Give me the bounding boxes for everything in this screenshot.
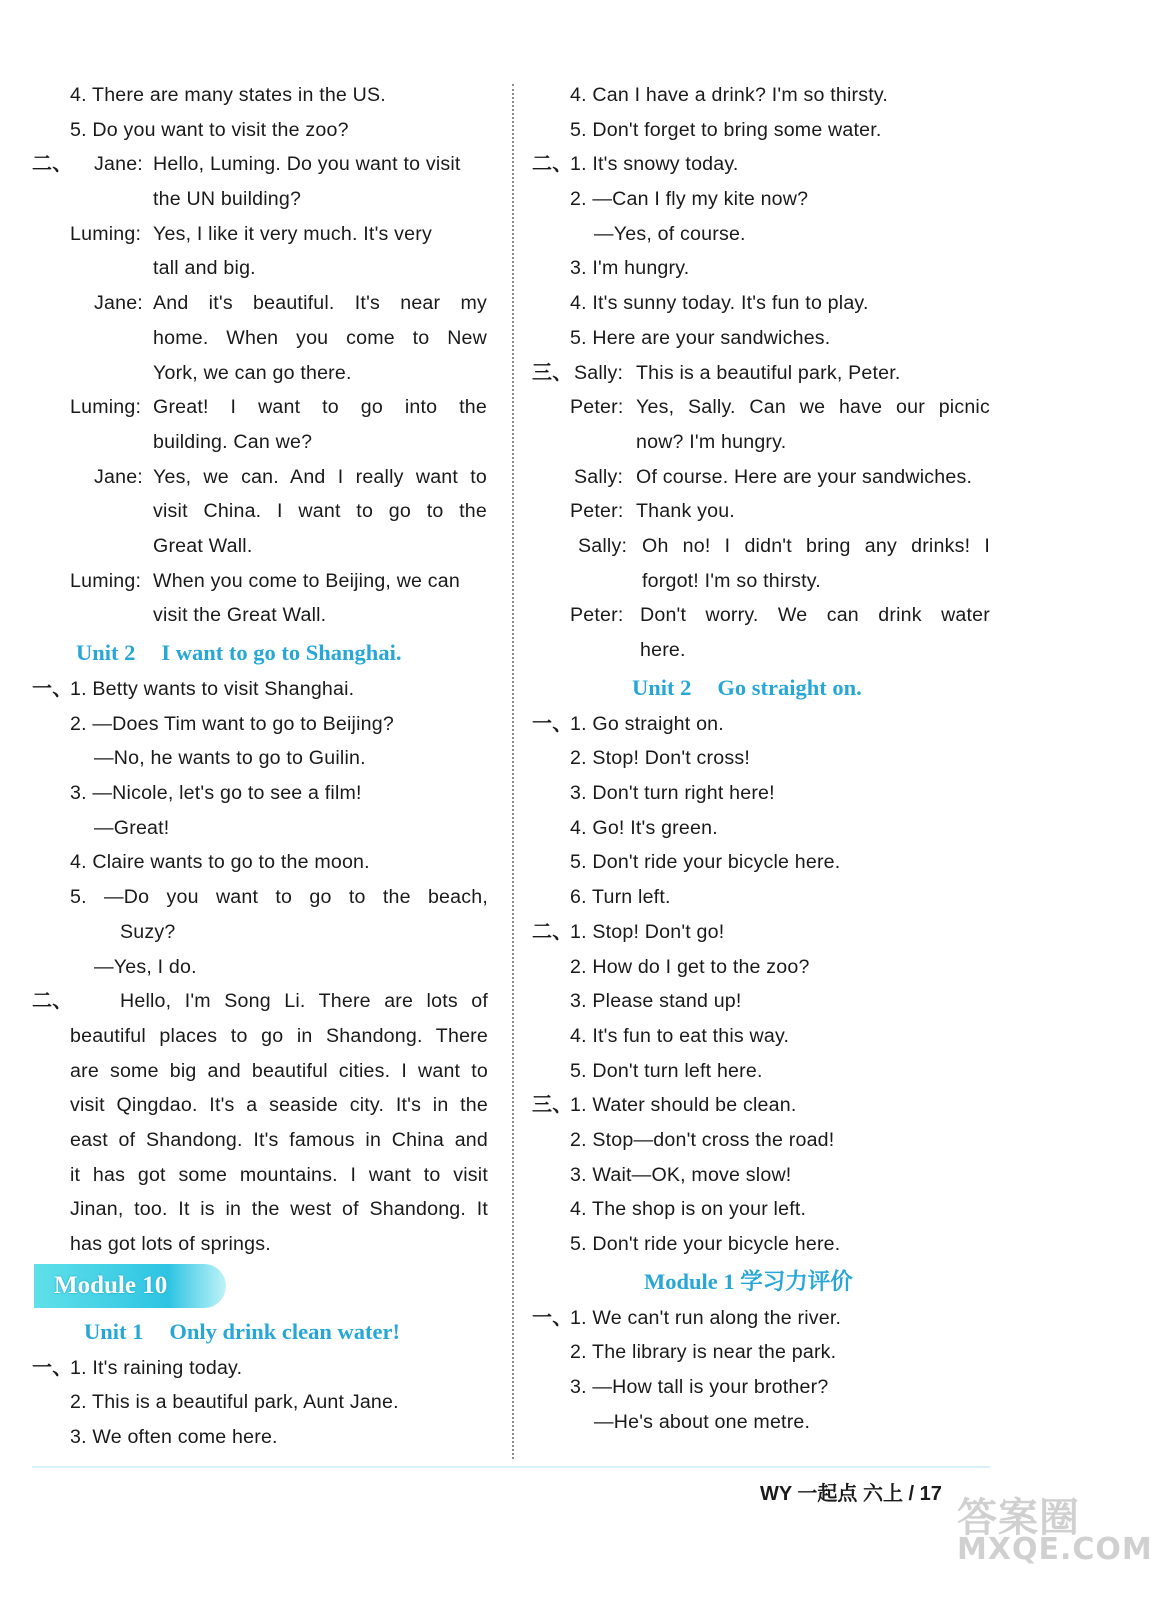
answer-line: Jane: Yes, we can. And I really want to [32,460,492,495]
speaker-label: Peter: [570,500,624,523]
section-marker: 二、 [532,153,573,176]
answer-line: 3. Please stand up! [570,990,742,1013]
speaker-label: Sally: [574,361,624,384]
answer-line: Luming: Great! I want to go into the [32,390,492,425]
speaker-label: Jane: [94,292,143,315]
answer-line: 3. Don't turn right here! [570,782,775,805]
answer-line: 二、 1. It's snowy today. [532,147,1002,182]
section-marker: 二、 [32,990,73,1013]
answer-line: the UN building? [153,188,302,211]
passage-line: are some big and beautiful cities. I want to [70,1059,488,1082]
answer-line: Sally: Oh no! I didn't bring any drinks! I [532,529,1002,564]
answer-line: 5. Do you want to visit the zoo? [70,118,349,141]
section-marker: 二、 [32,153,73,176]
answer-line: 2. How do I get to the zoo? [570,955,810,978]
answer-line: —Great! [94,816,170,839]
answer-line: visit the Great Wall. [153,604,327,627]
answer-line: 2. Stop—don't cross the road! [570,1128,835,1151]
passage-line: visit Qingdao. It's a seaside city. It's in the [70,1094,488,1117]
answer-line: 5. Don't ride your bicycle here. [570,851,841,874]
answer-line: Peter: Don't worry. We can drink water [532,598,1002,633]
answer-line: here. [640,639,686,661]
speaker-label: Jane: [94,153,143,176]
answer-line: 4. It's fun to eat this way. [570,1024,790,1047]
answer-line: 4. It's sunny today. It's fun to play. [570,292,869,315]
answer-line: 二、 1. Stop! Don't go! [532,915,1002,950]
speaker-label: Sally: [578,534,628,557]
unit-heading: Unit 2 I want to go to Shanghai. [76,640,402,665]
answer-line: Luming: When you come to Beijing, we can [32,564,492,599]
answer-line: 三、 1. Water should be clean. [532,1088,1002,1123]
answer-line: 3. —How tall is your brother? [570,1376,829,1399]
passage-line: Jinan, too. It is in the west of Shandong. It [70,1198,488,1221]
answer-line: —Yes, I do. [94,955,197,978]
answer-line: 4. There are many states in the US. [70,84,386,106]
left-column [32,78,492,1455]
section-marker: 一、 [532,712,573,735]
unit-heading: Unit 1 Only drink clean water! [84,1318,401,1344]
module-badge: Module 10 [34,1264,226,1308]
answer-line: 3. I'm hungry. [570,257,690,280]
answer-line: now? I'm hungry. [636,430,787,453]
section-marker: 三、 [532,1094,573,1117]
answer-line: visit China. I want to go to the [153,500,487,523]
speaker-label: Luming: [70,222,142,245]
unit-heading: Unit 2 Go straight on. [632,674,862,700]
answer-line: 4. The shop is on your left. [570,1198,807,1221]
answer-line: 2. Stop! Don't cross! [570,747,751,770]
watermark: 答案圈 MXQE.COM [957,1495,1153,1567]
answer-line: 二、 Jane: Hello, Luming. Do you want to visit [32,147,492,182]
section-marker: 一、 [32,1356,73,1379]
answer-line: 一、 1. Betty wants to visit Shanghai. [32,672,492,707]
page-footer: WY 一起点 六上 / 17 [760,1483,942,1505]
speaker-label: Sally: [574,465,624,488]
section-marker: 二、 [532,920,573,943]
answer-line: 2. This is a beautiful park, Aunt Jane. [70,1391,399,1414]
answer-line: building. Can we? [153,430,313,453]
answer-line: 3. Wait—OK, move slow! [570,1163,792,1186]
answer-line: Luming: Yes, I like it very much. It's very [32,217,492,252]
answer-line: 一、 1. It's raining today. [32,1351,492,1386]
answer-line: Suzy? [120,920,176,943]
speaker-label: Peter: [570,396,624,419]
speaker-label: Jane: [94,465,143,488]
section-marker: 一、 [532,1306,573,1329]
answer-line: Peter: Yes, Sally. Can we have our picnic [532,390,1002,425]
answer-line: —He's about one metre. [594,1410,811,1433]
answer-line: forgot! I'm so thirsty. [642,569,821,592]
speaker-label: Luming: [70,396,142,419]
answer-line: tall and big. [153,257,256,280]
right-column [532,78,1002,1439]
passage-line: has got lots of springs. [70,1233,271,1255]
column-divider [512,84,514,1459]
answer-line: —No, he wants to go to Guilin. [94,747,366,770]
answer-line: 4. Can I have a drink? I'm so thirsty. [570,84,889,106]
answer-line: 2. —Can I fly my kite now? [570,188,809,211]
passage-line: beautiful places to go in Shandong. There [70,1024,488,1047]
answer-line: 一、 1. We can't run along the river. [532,1301,1002,1336]
answer-line: 5. Don't forget to bring some water. [570,118,882,141]
answer-line: home. When you come to New [153,326,487,349]
section-marker: 一、 [32,678,73,700]
answer-line: Jane: And it's beautiful. It's near my [32,286,492,321]
passage-line: it has got some mountains. I want to visit [70,1163,488,1186]
footer-rule [32,1466,990,1468]
answer-line: 三、 Sally: This is a beautiful park, Peter. [532,356,1002,391]
answer-line: 3. We often come here. [70,1426,278,1449]
answer-line: 2. —Does Tim want to go to Beijing? [70,712,394,735]
answer-line: 3. —Nicole, let's go to see a film! [70,782,362,805]
section-marker: 三、 [532,361,573,384]
answer-line: Peter: Thank you. [532,494,1002,529]
answer-line: 4. Go! It's green. [570,816,718,839]
speaker-label: Luming: [70,569,142,592]
answer-line: Great Wall. [153,534,253,557]
answer-line: York, we can go there. [153,361,352,384]
answer-line: Sally: Of course. Here are your sandwiches. [532,460,1002,495]
answer-line: 5. Here are your sandwiches. [570,326,831,349]
answer-line: 5. Don't turn left here. [570,1059,763,1082]
answer-line: 4. Claire wants to go to the moon. [70,851,370,874]
answer-line: 5. Don't ride your bicycle here. [570,1233,841,1255]
speaker-label: Peter: [570,604,624,627]
answer-line: 2. The library is near the park. [570,1341,837,1364]
answer-line: 一、 1. Go straight on. [532,707,1002,742]
passage-line: 二、 Hello, I'm Song Li. There are lots of [32,984,492,1019]
passage-line: east of Shandong. It's famous in China and [70,1128,488,1151]
answer-line: —Yes, of course. [594,222,746,245]
answer-line: 6. Turn left. [570,886,671,909]
module-eval-heading: Module 1 学习力评价 [644,1268,853,1294]
answer-line: 5. —Do you want to go to the beach, [70,886,488,909]
